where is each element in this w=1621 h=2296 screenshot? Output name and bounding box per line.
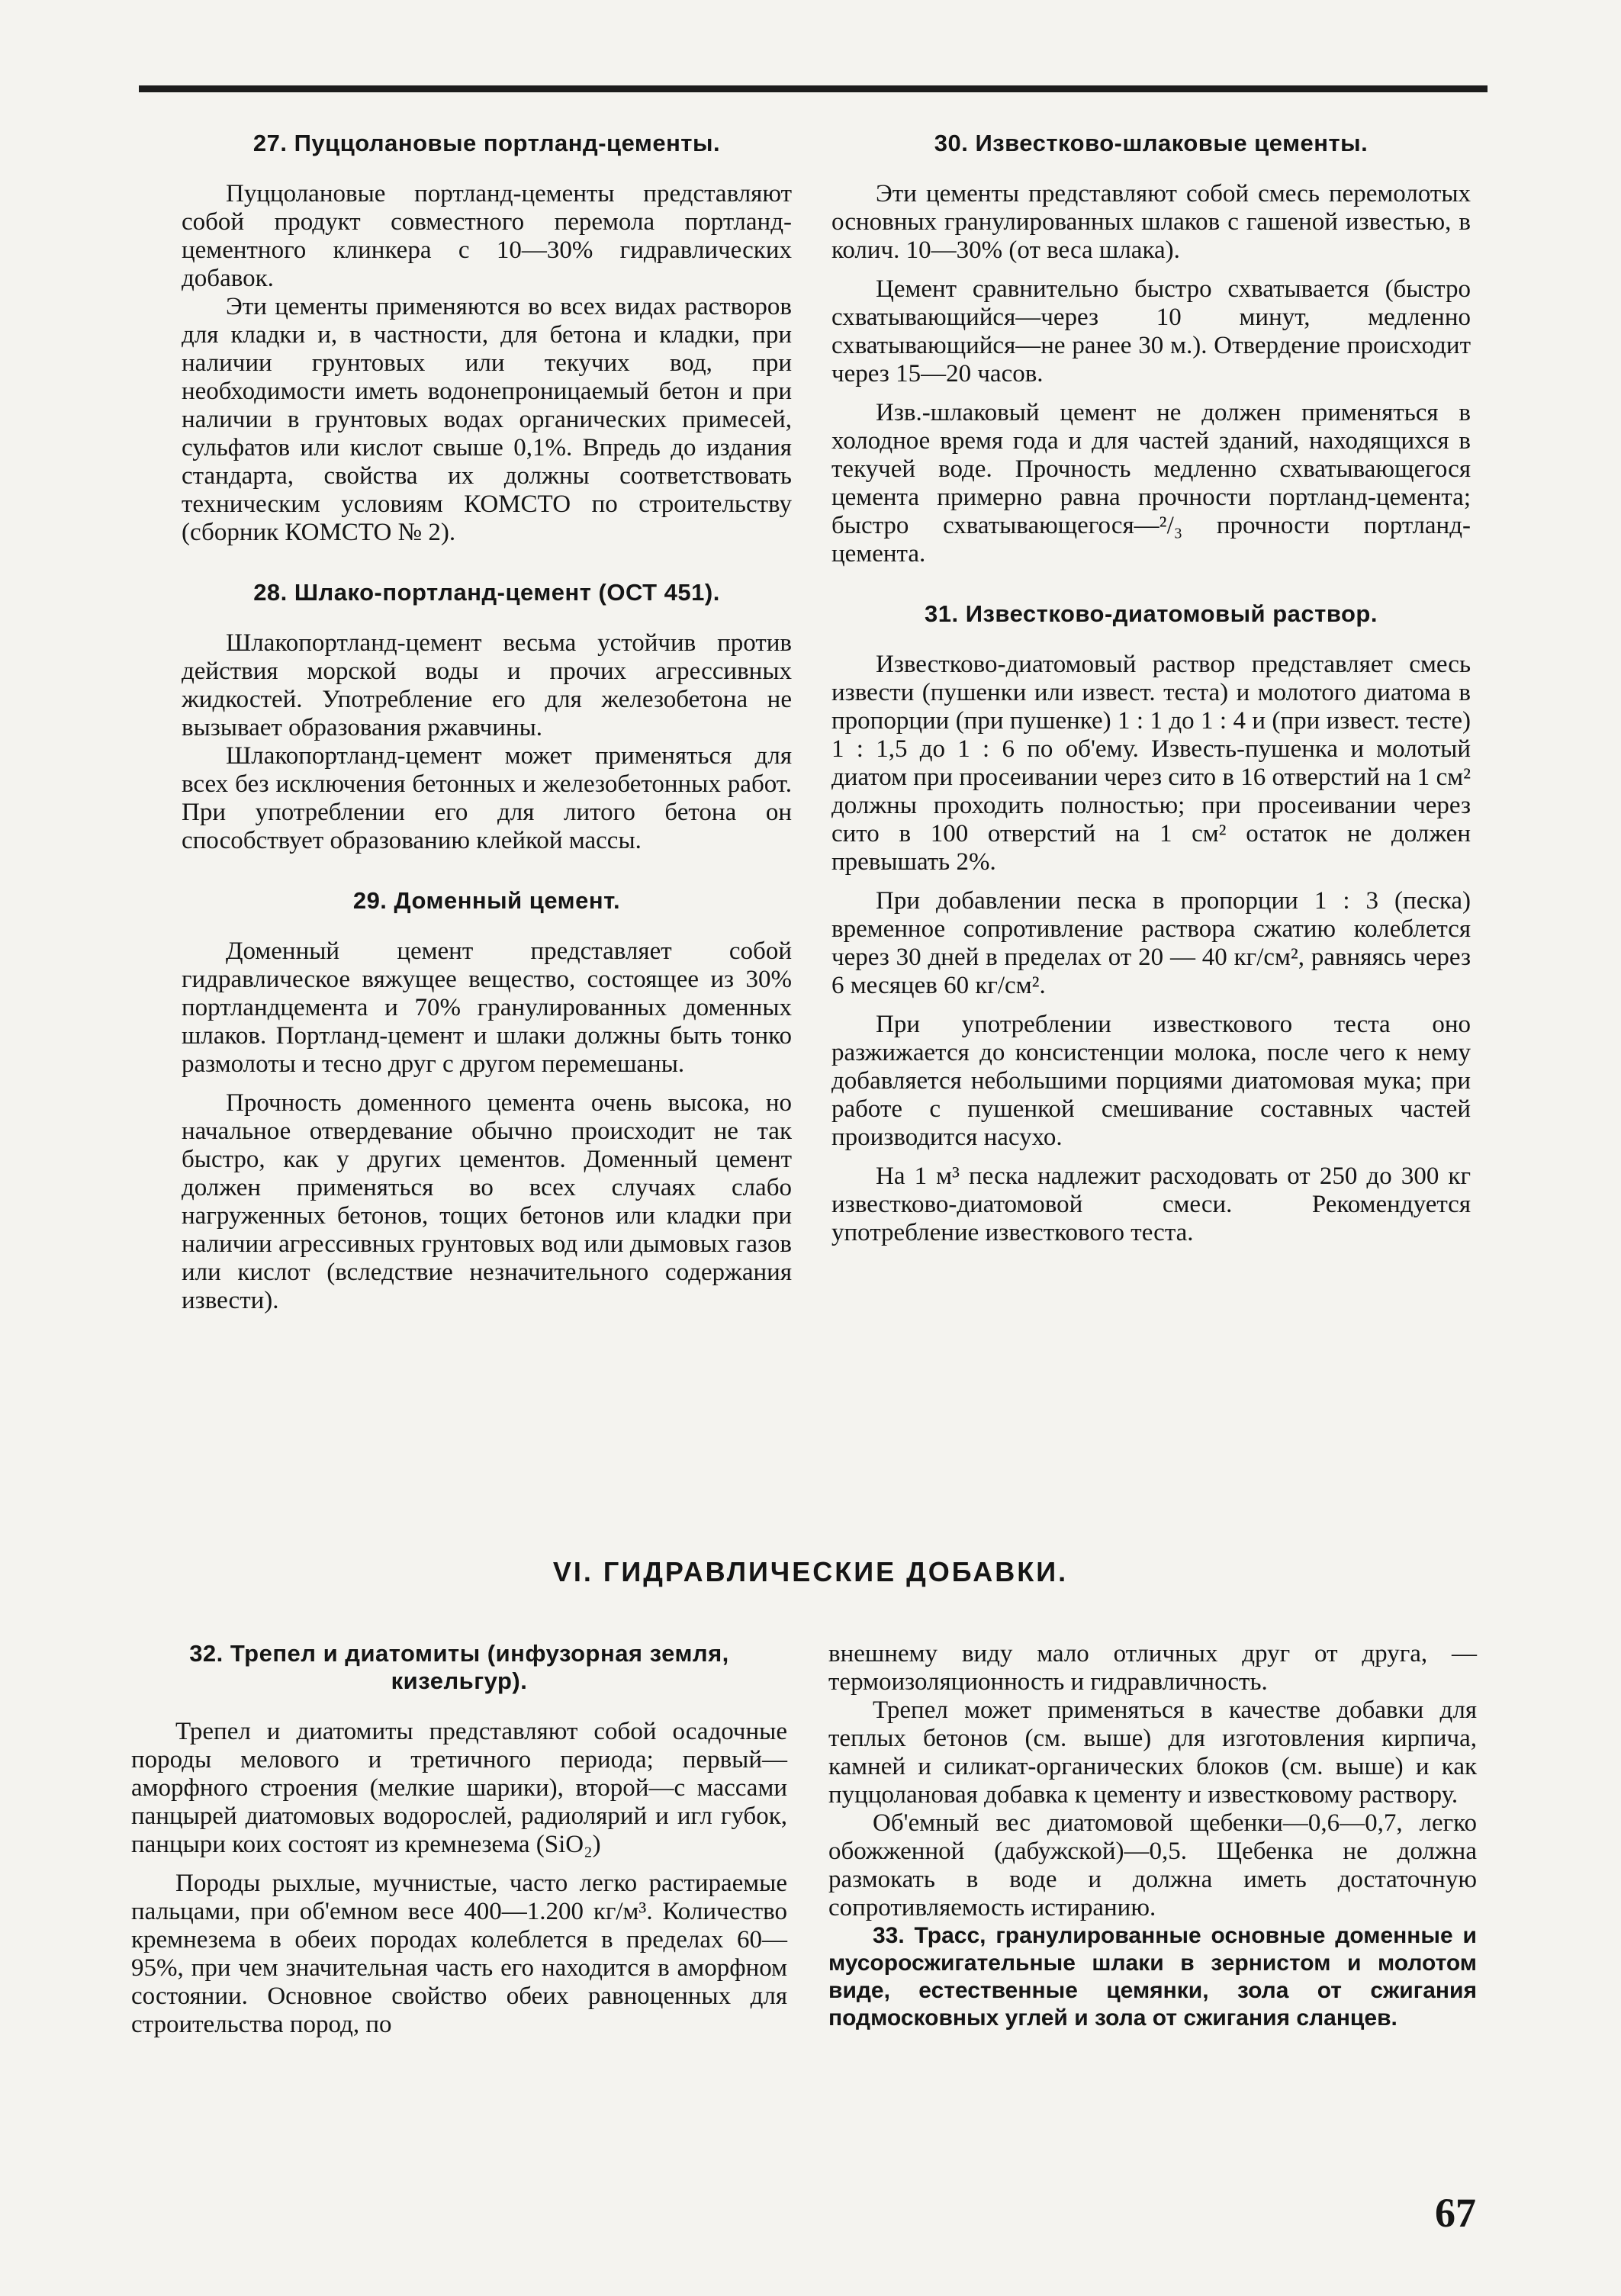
section-32-para-1: Трепел и диатомиты представляют собой осадочные породы мелового и третичного периода; первый—аморфного строения (мелкие шарики), второй—с массами панцырей диатомовых водорослей, радиолярий и игл губок, панцыри коих состоят из кремнезема (SiO₂) bbox=[131, 1718, 787, 1858]
section-30-para-3: Изв.-шлаковый цемент не должен применяться в холодное время года и для частей зданий, находящихся в текучей воде. Прочность медленно схватывающегося цемента примерно равна прочности портланд-цемента; быстро схватывающегося—²/₃ прочности портланд-цемента. bbox=[831, 399, 1471, 568]
section-32-para-3: внешнему виду мало отличных друг от друга, — термоизоляционность и гидравличность. bbox=[828, 1640, 1477, 1696]
section-32-para-4: Трепел может применяться в качестве добавки для теплых бетонов (см. выше) для изготовления кирпича, камней и силикат-органических блоков (см. выше) и как пуццолановая добавка к цементу и известковому раствору. bbox=[828, 1696, 1477, 1809]
section-30-heading: 30. Известково-шлаковые цементы. bbox=[934, 130, 1369, 156]
section-28-heading: 28. Шлако-портланд-цемент (ОСТ 451). bbox=[253, 579, 720, 606]
section-29-heading: 29. Доменный цемент. bbox=[352, 887, 621, 914]
right-column-top bbox=[831, 130, 1471, 1258]
section-27-heading: 27. Пуццолановые портланд-цементы. bbox=[252, 130, 721, 156]
section-29-para-1: Доменный цемент представляет собой гидравлическое вяжущее вещество, состоящее из 30% портландцемента и 70% гранулированных доменных шлаков. Портланд-цемент и шлаки должны быть тонко размолоты и тесно друг с другом перемешаны. bbox=[182, 937, 792, 1078]
section-32-heading: 32. Трепел и диатомиты (инфузорная земля, кизельгур). bbox=[189, 1640, 729, 1694]
section-30-para-2: Цемент сравнительно быстро схватывается (быстро схватывающийся—через 10 минут, медленно схватывающийся—не ранее 30 м.). Отвердение происходит через 15—20 часов. bbox=[831, 275, 1471, 387]
right-column-bottom bbox=[828, 1640, 1477, 2043]
section-28-para-2: Шлакопортланд-цемент может применяться для всех без исключения бетонных и железобетонных работ. При употреблении его для литого бетона он способствует образованию клейкой массы. bbox=[182, 742, 792, 854]
section-31-para-1: Известково-диатомовый раствор представляет смесь извести (пушенки или извест. теста) и молотого диатома в пропорции (при пушенке) 1 : 1 до 1 : 4 и (при извест. тесте) 1 : 1,5 до 1 : 6 по об'ему. Известь-пушенка и молотый диатом при просеивании через сито в 16 отверстий на 1 см² должны проходить полностью; при просеивании через сито в 100 отверстий на 1 см² остаток не должен превышать 2%. bbox=[831, 651, 1471, 876]
section-31-para-3: При употреблении известкового теста оно разжижается до консистенции молока, после чего к нему добавляется небольшими порциями диатомовая мука; при работе с пушенкой смешивание составных частей производится насухо. bbox=[831, 1011, 1471, 1151]
section-28-para-1: Шлакопортланд-цемент весьма устойчив против действия морской воды и прочих агрессивных жидкостей. Употребление его для железобетона не вызывает образования ржавчины. bbox=[182, 629, 792, 741]
section-31-para-2: При добавлении песка в пропорции 1 : 3 (песка) временное сопротивление раствора сжатию колеблется через 30 дней в пределах от 20 — 40 кг/см², равняясь через 6 месяцев 60 кг/см². bbox=[831, 887, 1471, 999]
page-number: 67 bbox=[1435, 2190, 1476, 2236]
section-30-para-1: Эти цементы представляют собой смесь перемолотых основных гранулированных шлаков с гашеной известью, в колич. 10—30% (от веса шлака). bbox=[831, 180, 1471, 264]
top-rule bbox=[139, 85, 1488, 92]
section-29-para-2: Прочность доменного цемента очень высока, но начальное отвердевание обычно происходит не так быстро, как у других цементов. Доменный цемент должен применяться во всех случаях слабо нагруженных бетонов, тощих бетонов или кладки при наличии агрессивных грунтовых вод или дымовых газов или кислот (вследствие незначительного содержания извести). bbox=[182, 1089, 792, 1314]
section-33-heading: 33. Трасс, гранулированные основные доменные и мусоросжигательные шлаки в зернистом и молотом виде, естественные цемянки, зола от сжигания подмосковных углей и зола от сжигания сланцев. bbox=[828, 1923, 1477, 2031]
left-column-top bbox=[182, 130, 792, 1326]
section-27-para-1: Пуццолановые портланд-цементы представляют собой продукт совместного перемола портланд-цементного клинкера с 10—30% гидравлических добавок. bbox=[182, 180, 792, 292]
section-32-para-5: Об'емный вес диатомовой щебенки—0,6—0,7, легко обожженной (дабужской)—0,5. Щебенка не должна размокать в воде и должна иметь достаточную сопротивляемость истиранию. bbox=[828, 1809, 1477, 1921]
section-32-para-2: Породы рыхлые, мучнистые, часто легко растираемые пальцами, при об'емном весе 400—1.200 кг/м³. Количество кремнезема в обеих породах колеблется в пределах 60—95%, при чем значительная часть его находится в аморфном состоянии. Основное свойство обеих равноценных для строительства пород, по bbox=[131, 1870, 787, 2038]
chapter-title: VI. ГИДРАВЛИЧЕСКИЕ ДОБАВКИ. bbox=[552, 1556, 1069, 1587]
section-31-heading: 31. Известково-диатомовый раствор. bbox=[925, 600, 1378, 627]
section-31-para-4: На 1 м³ песка надлежит расходовать от 250 до 300 кг известково-диатомовой смеси. Рекомендуется употребление известкового теста. bbox=[831, 1162, 1471, 1246]
left-column-bottom bbox=[131, 1640, 787, 2050]
section-27-para-2: Эти цементы применяются во всех видах растворов для кладки и, в частности, для бетона и кладки, при наличии грунтовых или текучих вод, при необходимости иметь водонепроницаемый бетон и при наличии в грунтовых водах органических примесей, сульфатов или кислот свыше 0,1%. Впредь до издания стандарта, свойства их должны соответствовать техническим условиям КОМСТО по строительству (сборник КОМСТО № 2). bbox=[182, 293, 792, 546]
